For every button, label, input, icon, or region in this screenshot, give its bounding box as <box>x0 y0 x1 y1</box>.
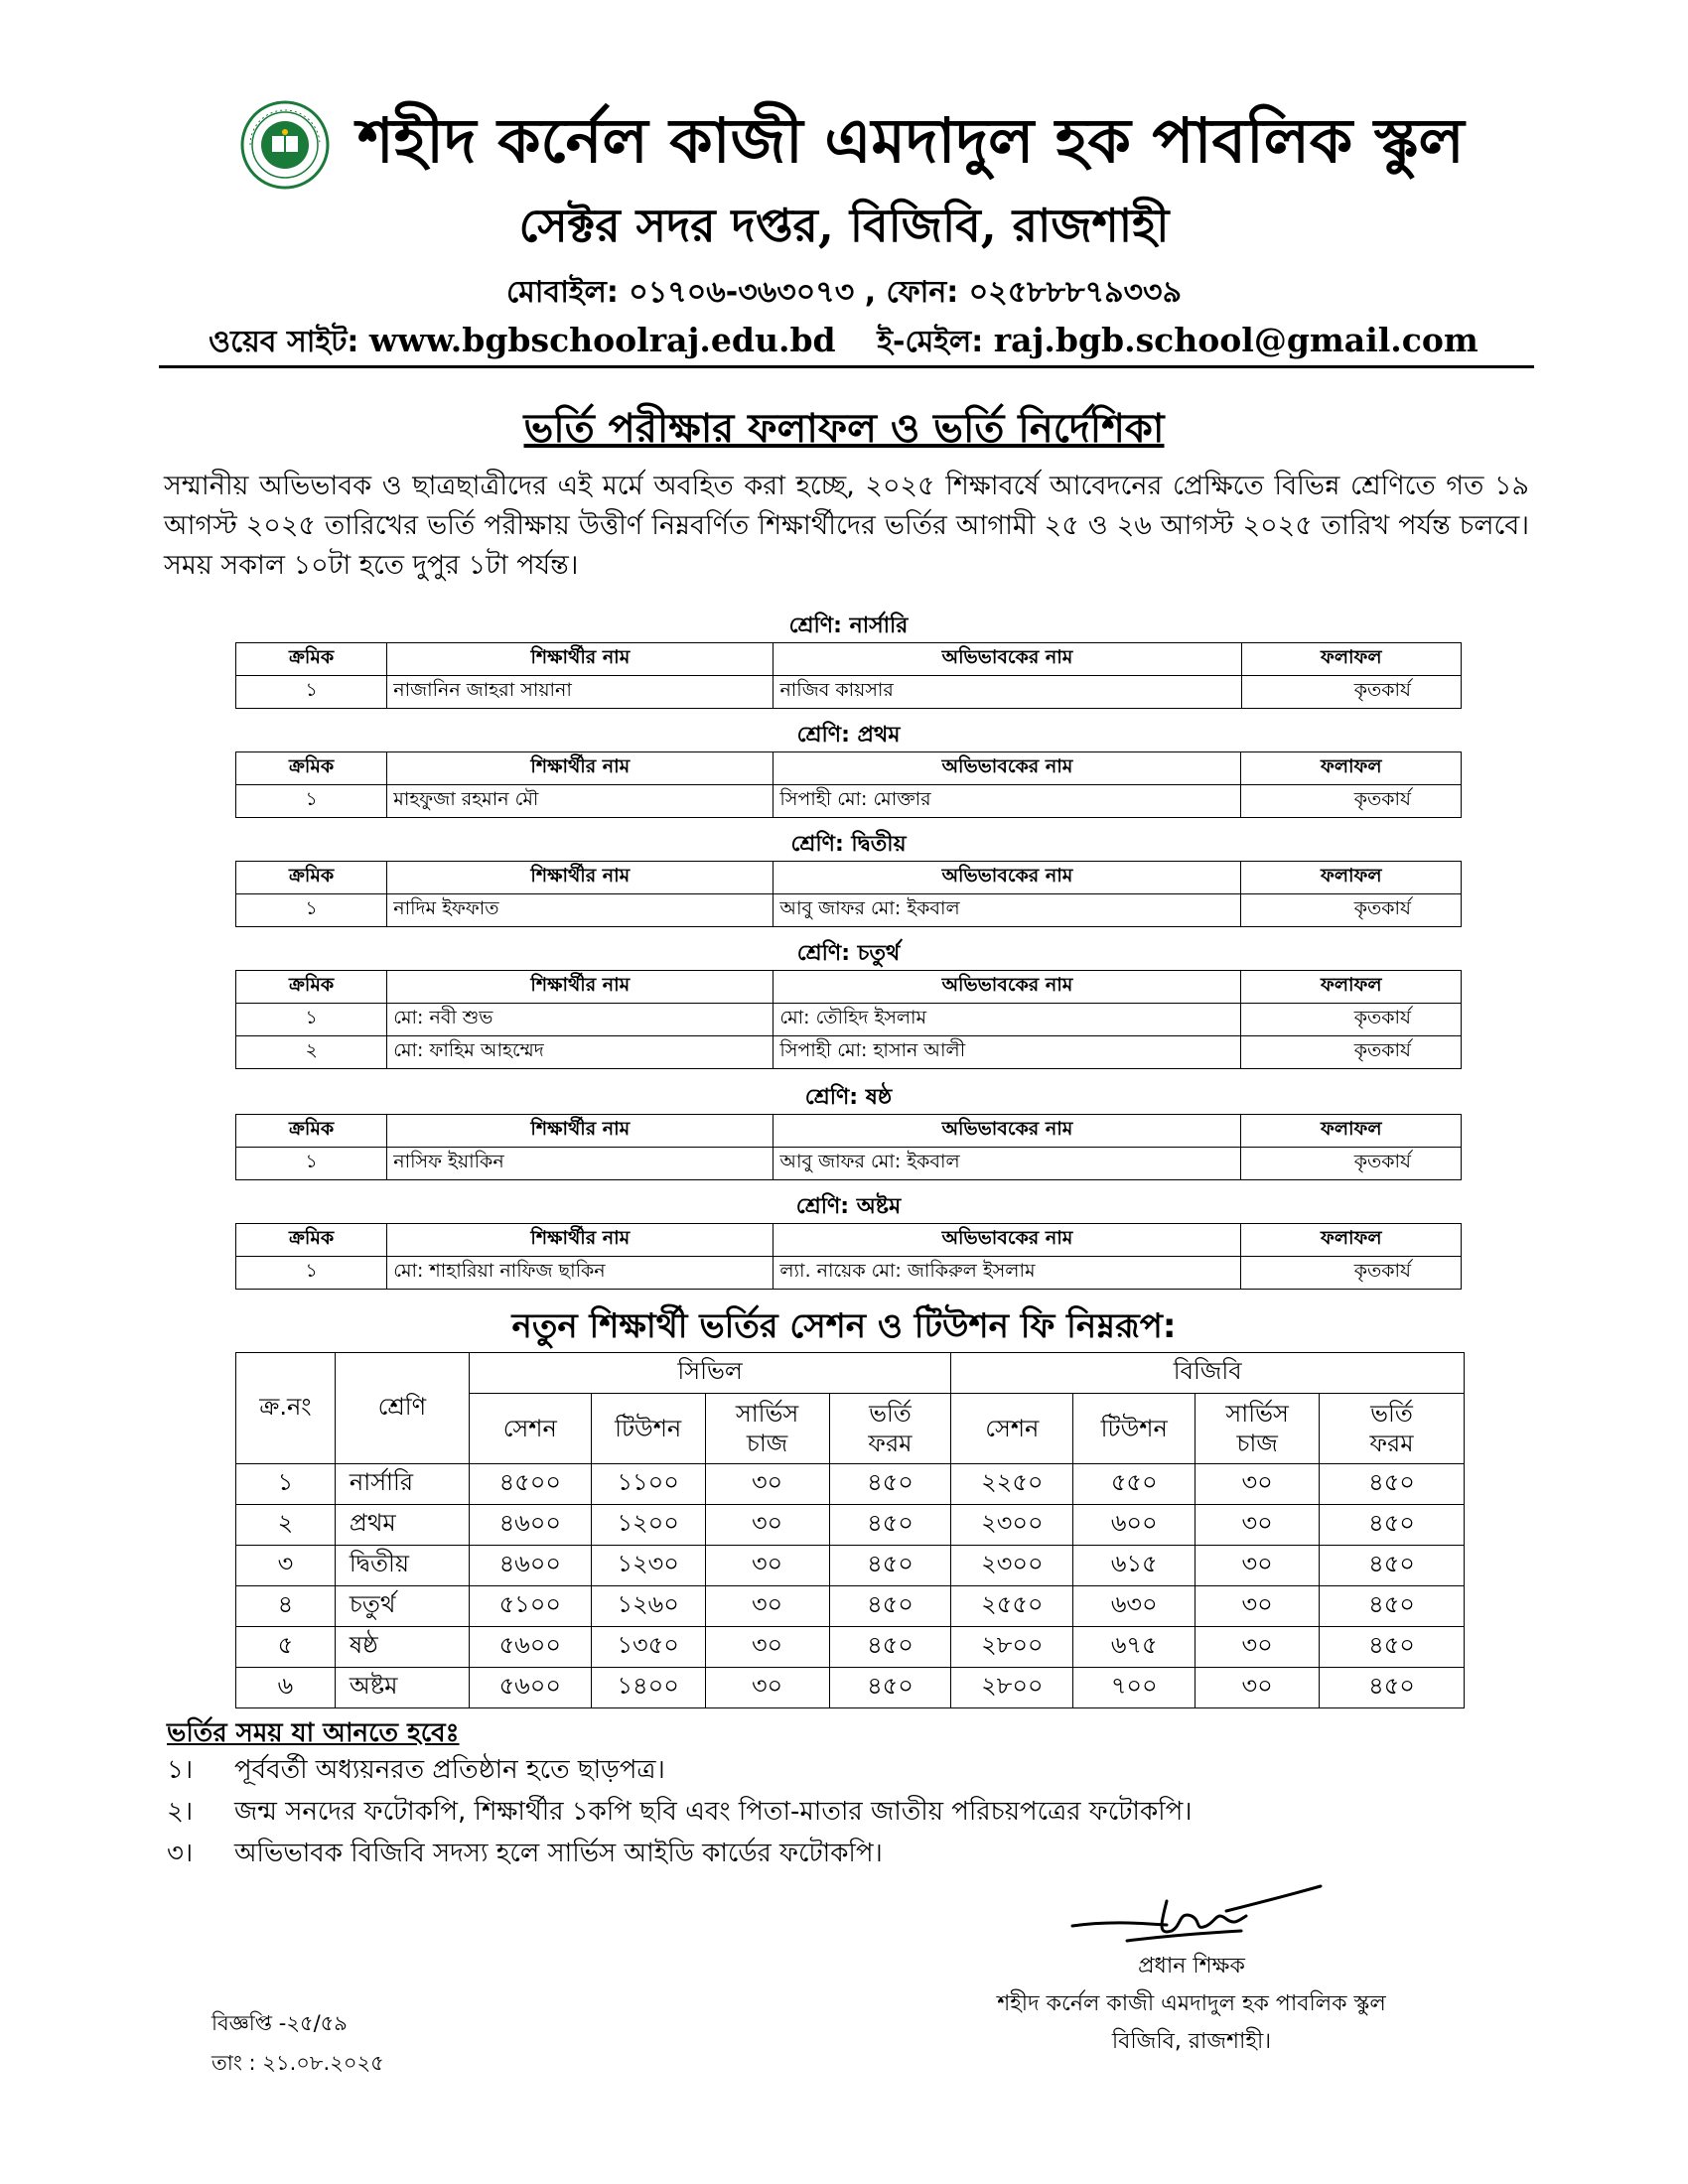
table-row <box>236 1627 1465 1668</box>
header-divider <box>159 365 1534 368</box>
fee-cell-c-service: ৩০ <box>705 1464 829 1505</box>
col-result: ফলাফল <box>1241 862 1462 894</box>
fee-cell-class: দ্বিতীয় <box>335 1546 469 1586</box>
fee-cell-serial: ৬ <box>236 1668 336 1708</box>
cell-student: মো: নবী শুভ <box>387 1004 774 1036</box>
memo-ref: বিজ্ঞপ্তি -২৫/৫৯ <box>211 2011 348 2035</box>
fee-civil-service-l2: চাজ <box>746 1430 788 1457</box>
col-serial: ক্রমিক <box>236 752 387 785</box>
contact-line: মোবাইল: ০১৭০৬-৩৬৩০৭৩ , ফোন: ০২৫৮৮৮৭৯৩৩৯ <box>505 275 1183 310</box>
cell-result: কৃতকার্য <box>1241 1036 1462 1069</box>
list-item <box>167 1749 1537 1791</box>
result-header-row <box>236 971 1462 1004</box>
fee-bgb-tuition: টিউশন <box>1073 1394 1196 1464</box>
requirements-list <box>167 1749 1537 1874</box>
fee-cell-serial: ৩ <box>236 1546 336 1586</box>
list-item-text: অভিভাবক বিজিবি সদস্য হলে সার্ভিস আইডি কার্ডের ফটোকপি। <box>234 1839 883 1868</box>
table-row <box>236 1464 1465 1505</box>
cell-student: নাজানিন জাহরা সায়ানা <box>387 676 774 709</box>
result-table <box>235 1223 1462 1290</box>
cell-result: কৃতকার্য <box>1241 785 1462 818</box>
fee-cell-c-session: ৫৬০০ <box>469 1668 591 1708</box>
list-item-number: ৩। <box>167 1839 194 1868</box>
cell-guardian: ল্যা. নায়েক মো: জাকিরুল ইসলাম <box>774 1257 1241 1290</box>
col-serial: ক্রমিক <box>236 1224 387 1257</box>
fee-col-class: শ্রেণি <box>335 1353 469 1464</box>
fee-civil-session: সেশন <box>469 1394 591 1464</box>
cell-guardian: মো: তৌহিদ ইসলাম <box>774 1004 1241 1036</box>
table-row <box>236 894 1462 927</box>
fee-cell-c-form: ৪৫০ <box>829 1505 951 1546</box>
cell-student: নাসিফ ইয়াকিন <box>387 1148 774 1180</box>
web-line <box>209 318 1529 368</box>
fee-cell-c-session: ৫৬০০ <box>469 1627 591 1668</box>
result-table <box>235 1114 1462 1180</box>
list-item <box>167 1791 1537 1833</box>
cell-student: মো: ফাহিম আহম্মেদ <box>387 1036 774 1069</box>
signoff-role: প্রধান শিক্ষক <box>1138 1954 1245 1979</box>
signature-icon <box>1067 1881 1326 1956</box>
result-table <box>235 642 1462 709</box>
class-result-block <box>235 938 1462 1069</box>
cell-serial: ১ <box>236 1148 387 1180</box>
col-student: শিক্ষার্থীর নাম <box>387 643 774 676</box>
cell-serial: ১ <box>236 676 387 709</box>
fee-cell-b-form: ৪৫০ <box>1320 1505 1465 1546</box>
email-link[interactable]: raj.bgb.school@gmail.com <box>993 321 1478 359</box>
website-link[interactable]: www.bgbschoolraj.edu.bd <box>368 321 836 359</box>
requirements-title: ভর্তির সময় যা আনতে হবেঃ <box>167 1718 460 1748</box>
table-row <box>236 1257 1462 1290</box>
fee-cell-c-service: ৩০ <box>705 1546 829 1586</box>
fee-bgb-form-l1: ভর্তি <box>1370 1400 1413 1428</box>
cell-result: কৃতকার্য <box>1241 1148 1462 1180</box>
fee-cell-b-tuition: ৬১৫ <box>1073 1546 1196 1586</box>
fee-cell-c-tuition: ১৪০০ <box>591 1668 705 1708</box>
fee-cell-class: নার্সারি <box>335 1464 469 1505</box>
result-table <box>235 970 1462 1069</box>
fee-civil-tuition: টিউশন <box>591 1394 705 1464</box>
fee-cell-b-tuition: ৭০০ <box>1073 1668 1196 1708</box>
cell-result: কৃতকার্য <box>1241 676 1462 709</box>
list-item-number: ১। <box>167 1755 194 1785</box>
col-result: ফলাফল <box>1241 971 1462 1004</box>
class-result-block <box>235 611 1462 709</box>
col-result: ফলাফল <box>1241 643 1462 676</box>
cell-guardian: সিপাহী মো: মোক্তার <box>774 785 1241 818</box>
fee-cell-b-tuition: ৫৫০ <box>1073 1464 1196 1505</box>
result-header-row <box>236 862 1462 894</box>
result-table <box>235 861 1462 927</box>
col-guardian: অভিভাবকের নাম <box>774 1115 1241 1148</box>
class-title: শ্রেণি: প্রথম <box>796 723 901 748</box>
fee-cell-b-session: ২৩০০ <box>951 1546 1073 1586</box>
class-title: শ্রেণি: দ্বিতীয় <box>790 832 907 857</box>
fee-cell-c-tuition: ১২৬০ <box>591 1586 705 1627</box>
fee-bgb-form <box>1320 1394 1465 1464</box>
fee-civil-service <box>705 1394 829 1464</box>
fee-cell-c-service: ৩০ <box>705 1627 829 1668</box>
fee-cell-c-form: ৪৫০ <box>829 1464 951 1505</box>
fee-cell-b-session: ২২৫০ <box>951 1464 1073 1505</box>
col-serial: ক্রমিক <box>236 643 387 676</box>
fee-bgb-service <box>1196 1394 1320 1464</box>
col-guardian: অভিভাবকের নাম <box>774 862 1241 894</box>
col-student: শিক্ষার্থীর নাম <box>387 971 774 1004</box>
fee-cell-serial: ৫ <box>236 1627 336 1668</box>
cell-serial: ২ <box>236 1036 387 1069</box>
cell-result: কৃতকার্য <box>1241 894 1462 927</box>
table-row <box>236 676 1462 709</box>
fee-cell-b-tuition: ৬৩০ <box>1073 1586 1196 1627</box>
fee-cell-c-session: ৪৬০০ <box>469 1505 591 1546</box>
col-guardian: অভিভাবকের নাম <box>774 643 1241 676</box>
fee-cell-b-tuition: ৬৭৫ <box>1073 1627 1196 1668</box>
fee-cell-b-session: ২৩০০ <box>951 1505 1073 1546</box>
col-result: ফলাফল <box>1241 752 1462 785</box>
fee-cell-b-form: ৪৫০ <box>1320 1668 1465 1708</box>
fee-group-bgb: বিজিবি <box>951 1353 1465 1394</box>
memo-block <box>211 2003 384 2083</box>
table-row <box>236 1505 1465 1546</box>
website-label: ওয়েব সাইট: <box>209 325 359 359</box>
cell-guardian: নাজিব কায়সার <box>774 676 1241 709</box>
fee-bgb-session: সেশন <box>951 1394 1073 1464</box>
cell-result: কৃতকার্য <box>1241 1004 1462 1036</box>
fee-cell-c-form: ৪৫০ <box>829 1627 951 1668</box>
school-logo-icon <box>240 100 330 190</box>
fee-cell-c-service: ৩০ <box>705 1586 829 1627</box>
fee-cell-b-form: ৪৫০ <box>1320 1546 1465 1586</box>
fee-cell-c-tuition: ১৩৫০ <box>591 1627 705 1668</box>
school-subtitle: সেক্টর সদর দপ্তর, বিজিবি, রাজশাহী <box>518 199 1170 252</box>
fee-bgb-form-l2: ফরম <box>1369 1430 1414 1457</box>
table-row <box>236 1036 1462 1069</box>
fee-title: নতুন শিক্ষার্থী ভর্তির সেশন ও টিউশন ফি নিম্নরূপ: <box>511 1306 1177 1346</box>
list-item-number: ২। <box>167 1797 194 1827</box>
fee-cell-b-service: ৩০ <box>1196 1668 1320 1708</box>
fee-cell-b-service: ৩০ <box>1196 1627 1320 1668</box>
fee-cell-c-session: ৪৬০০ <box>469 1546 591 1586</box>
fee-cell-class: প্রথম <box>335 1505 469 1546</box>
fee-cell-class: ষষ্ঠ <box>335 1627 469 1668</box>
fee-cell-b-service: ৩০ <box>1196 1505 1320 1546</box>
result-header-row <box>236 643 1462 676</box>
result-header-row <box>236 752 1462 785</box>
school-name: শহীদ কর্নেল কাজী এমদাদুল হক পাবলিক স্কুল <box>357 104 1465 177</box>
fee-cell-c-tuition: ১১০০ <box>591 1464 705 1505</box>
fee-cell-serial: ৪ <box>236 1586 336 1627</box>
col-student: শিক্ষার্থীর নাম <box>387 1115 774 1148</box>
fee-cell-class: অষ্টম <box>335 1668 469 1708</box>
col-guardian: অভিভাবকের নাম <box>774 752 1241 785</box>
fee-civil-form-l1: ভর্তি <box>869 1400 912 1428</box>
fee-cell-b-session: ২৫৫০ <box>951 1586 1073 1627</box>
col-serial: ক্রমিক <box>236 862 387 894</box>
cell-result: কৃতকার্য <box>1241 1257 1462 1290</box>
col-serial: ক্রমিক <box>236 1115 387 1148</box>
col-student: শিক্ষার্থীর নাম <box>387 752 774 785</box>
signoff-place: বিজিবি, রাজশাহী। <box>1111 2029 1272 2054</box>
fee-civil-service-l1: সার্ভিস <box>735 1400 799 1428</box>
col-result: ফলাফল <box>1241 1115 1462 1148</box>
cell-serial: ১ <box>236 1004 387 1036</box>
fee-cell-serial: ১ <box>236 1464 336 1505</box>
cell-guardian: সিপাহী মো: হাসান আলী <box>774 1036 1241 1069</box>
class-title: শ্রেণি: অষ্টম <box>795 1194 902 1219</box>
class-result-block <box>235 1191 1462 1290</box>
memo-date: তাং : ২১.০৮.২০২৫ <box>211 2051 384 2075</box>
result-header-row <box>236 1224 1462 1257</box>
fee-cell-b-form: ৪৫০ <box>1320 1627 1465 1668</box>
fee-cell-b-session: ২৮০০ <box>951 1627 1073 1668</box>
fee-cell-b-session: ২৮০০ <box>951 1668 1073 1708</box>
email-label: ই-মেইল: <box>877 325 984 359</box>
fee-cell-serial: ২ <box>236 1505 336 1546</box>
fee-cell-class: চতুর্থ <box>335 1586 469 1627</box>
table-row <box>236 1546 1465 1586</box>
fee-cell-c-service: ৩০ <box>705 1505 829 1546</box>
list-item-text: জন্ম সনদের ফটোকপি, শিক্ষার্থীর ১কপি ছবি এবং পিতা-মাতার জাতীয় পরিচয়পত্রের ফটোকপি। <box>234 1797 1193 1827</box>
fee-cell-b-form: ৪৫০ <box>1320 1464 1465 1505</box>
fee-col-serial: ক্র.নং <box>236 1353 336 1464</box>
class-result-block <box>235 720 1462 818</box>
cell-student: মাহফুজা রহমান মৌ <box>387 785 774 818</box>
table-row <box>236 785 1462 818</box>
col-serial: ক্রমিক <box>236 971 387 1004</box>
signoff-school: শহীদ কর্নেল কাজী এমদাদুল হক পাবলিক স্কুল <box>997 1991 1386 2016</box>
fee-civil-form <box>829 1394 951 1464</box>
class-title: শ্রেণি: ষষ্ঠ <box>804 1085 893 1110</box>
class-title: শ্রেণি: চতুর্থ <box>796 941 901 966</box>
cell-guardian: আবু জাফর মো: ইকবাল <box>774 1148 1241 1180</box>
notice-title: ভর্তি পরীক্ষার ফলাফল ও ভর্তি নির্দেশিকা <box>523 405 1165 452</box>
signoff-block <box>894 1948 1489 2061</box>
fee-bgb-service-l2: চাজ <box>1236 1430 1278 1457</box>
fee-cell-c-tuition: ১২০০ <box>591 1505 705 1546</box>
fee-cell-c-form: ৪৫০ <box>829 1546 951 1586</box>
fee-cell-b-form: ৪৫০ <box>1320 1586 1465 1627</box>
fee-cell-c-session: ৪৫০০ <box>469 1464 591 1505</box>
table-row <box>236 1668 1465 1708</box>
col-result: ফলাফল <box>1241 1224 1462 1257</box>
fee-cell-c-service: ৩০ <box>705 1668 829 1708</box>
cell-serial: ১ <box>236 894 387 927</box>
fee-group-civil: সিভিল <box>469 1353 951 1394</box>
col-student: শিক্ষার্থীর নাম <box>387 862 774 894</box>
col-guardian: অভিভাবকের নাম <box>774 971 1241 1004</box>
cell-serial: ১ <box>236 1257 387 1290</box>
table-row <box>236 1586 1465 1627</box>
cell-serial: ১ <box>236 785 387 818</box>
notice-intro: সম্মানীয় অভিভাবক ও ছাত্রছাত্রীদের এই মর্মে অবহিত করা হচ্ছে, ২০২৫ শিক্ষাবর্ষে আবেদনের প্রেক্ষিতে বিভিন্ন শ্রেণিতে গত ১৯ আগস্ট ২০২৫ তারিখের ভর্তি পরীক্ষায় উত্তীর্ণ নিম্নবর্ণিত শিক্ষার্থীদের ভর্তির আগামী ২৫ ও ২৬ আগস্ট ২০২৫ তারিখ পর্যন্ত চলবে। সময় সকাল ১০টা হতে দুপুর ১টা পর্যন্ত। <box>164 471 1529 581</box>
class-title: শ্রেণি: নার্সারি <box>788 614 909 638</box>
class-result-block <box>235 1082 1462 1180</box>
fee-table <box>235 1352 1465 1708</box>
fee-bgb-service-l1: সার্ভিস <box>1225 1400 1289 1428</box>
col-student: শিক্ষার্থীর নাম <box>387 1224 774 1257</box>
class-result-block <box>235 829 1462 927</box>
result-header-row <box>236 1115 1462 1148</box>
fee-cell-c-tuition: ১২৩০ <box>591 1546 705 1586</box>
list-item-text: পূর্ববর্তী অধ্যয়নরত প্রতিষ্ঠান হতে ছাড়পত্র। <box>234 1755 665 1785</box>
fee-cell-b-service: ৩০ <box>1196 1586 1320 1627</box>
cell-student: নাদিম ইফফাত <box>387 894 774 927</box>
fee-cell-c-session: ৫১০০ <box>469 1586 591 1627</box>
list-item <box>167 1833 1537 1874</box>
cell-student: মো: শাহারিয়া নাফিজ ছাকিন <box>387 1257 774 1290</box>
fee-cell-b-service: ৩০ <box>1196 1546 1320 1586</box>
table-row <box>236 1148 1462 1180</box>
fee-cell-c-form: ৪৫০ <box>829 1668 951 1708</box>
result-table <box>235 751 1462 818</box>
fee-cell-c-form: ৪৫০ <box>829 1586 951 1627</box>
fee-civil-form-l2: ফরম <box>868 1430 913 1457</box>
table-row <box>236 1004 1462 1036</box>
fee-cell-b-tuition: ৬০০ <box>1073 1505 1196 1546</box>
cell-guardian: আবু জাফর মো: ইকবাল <box>774 894 1241 927</box>
col-guardian: অভিভাবকের নাম <box>774 1224 1241 1257</box>
fee-cell-b-service: ৩০ <box>1196 1464 1320 1505</box>
